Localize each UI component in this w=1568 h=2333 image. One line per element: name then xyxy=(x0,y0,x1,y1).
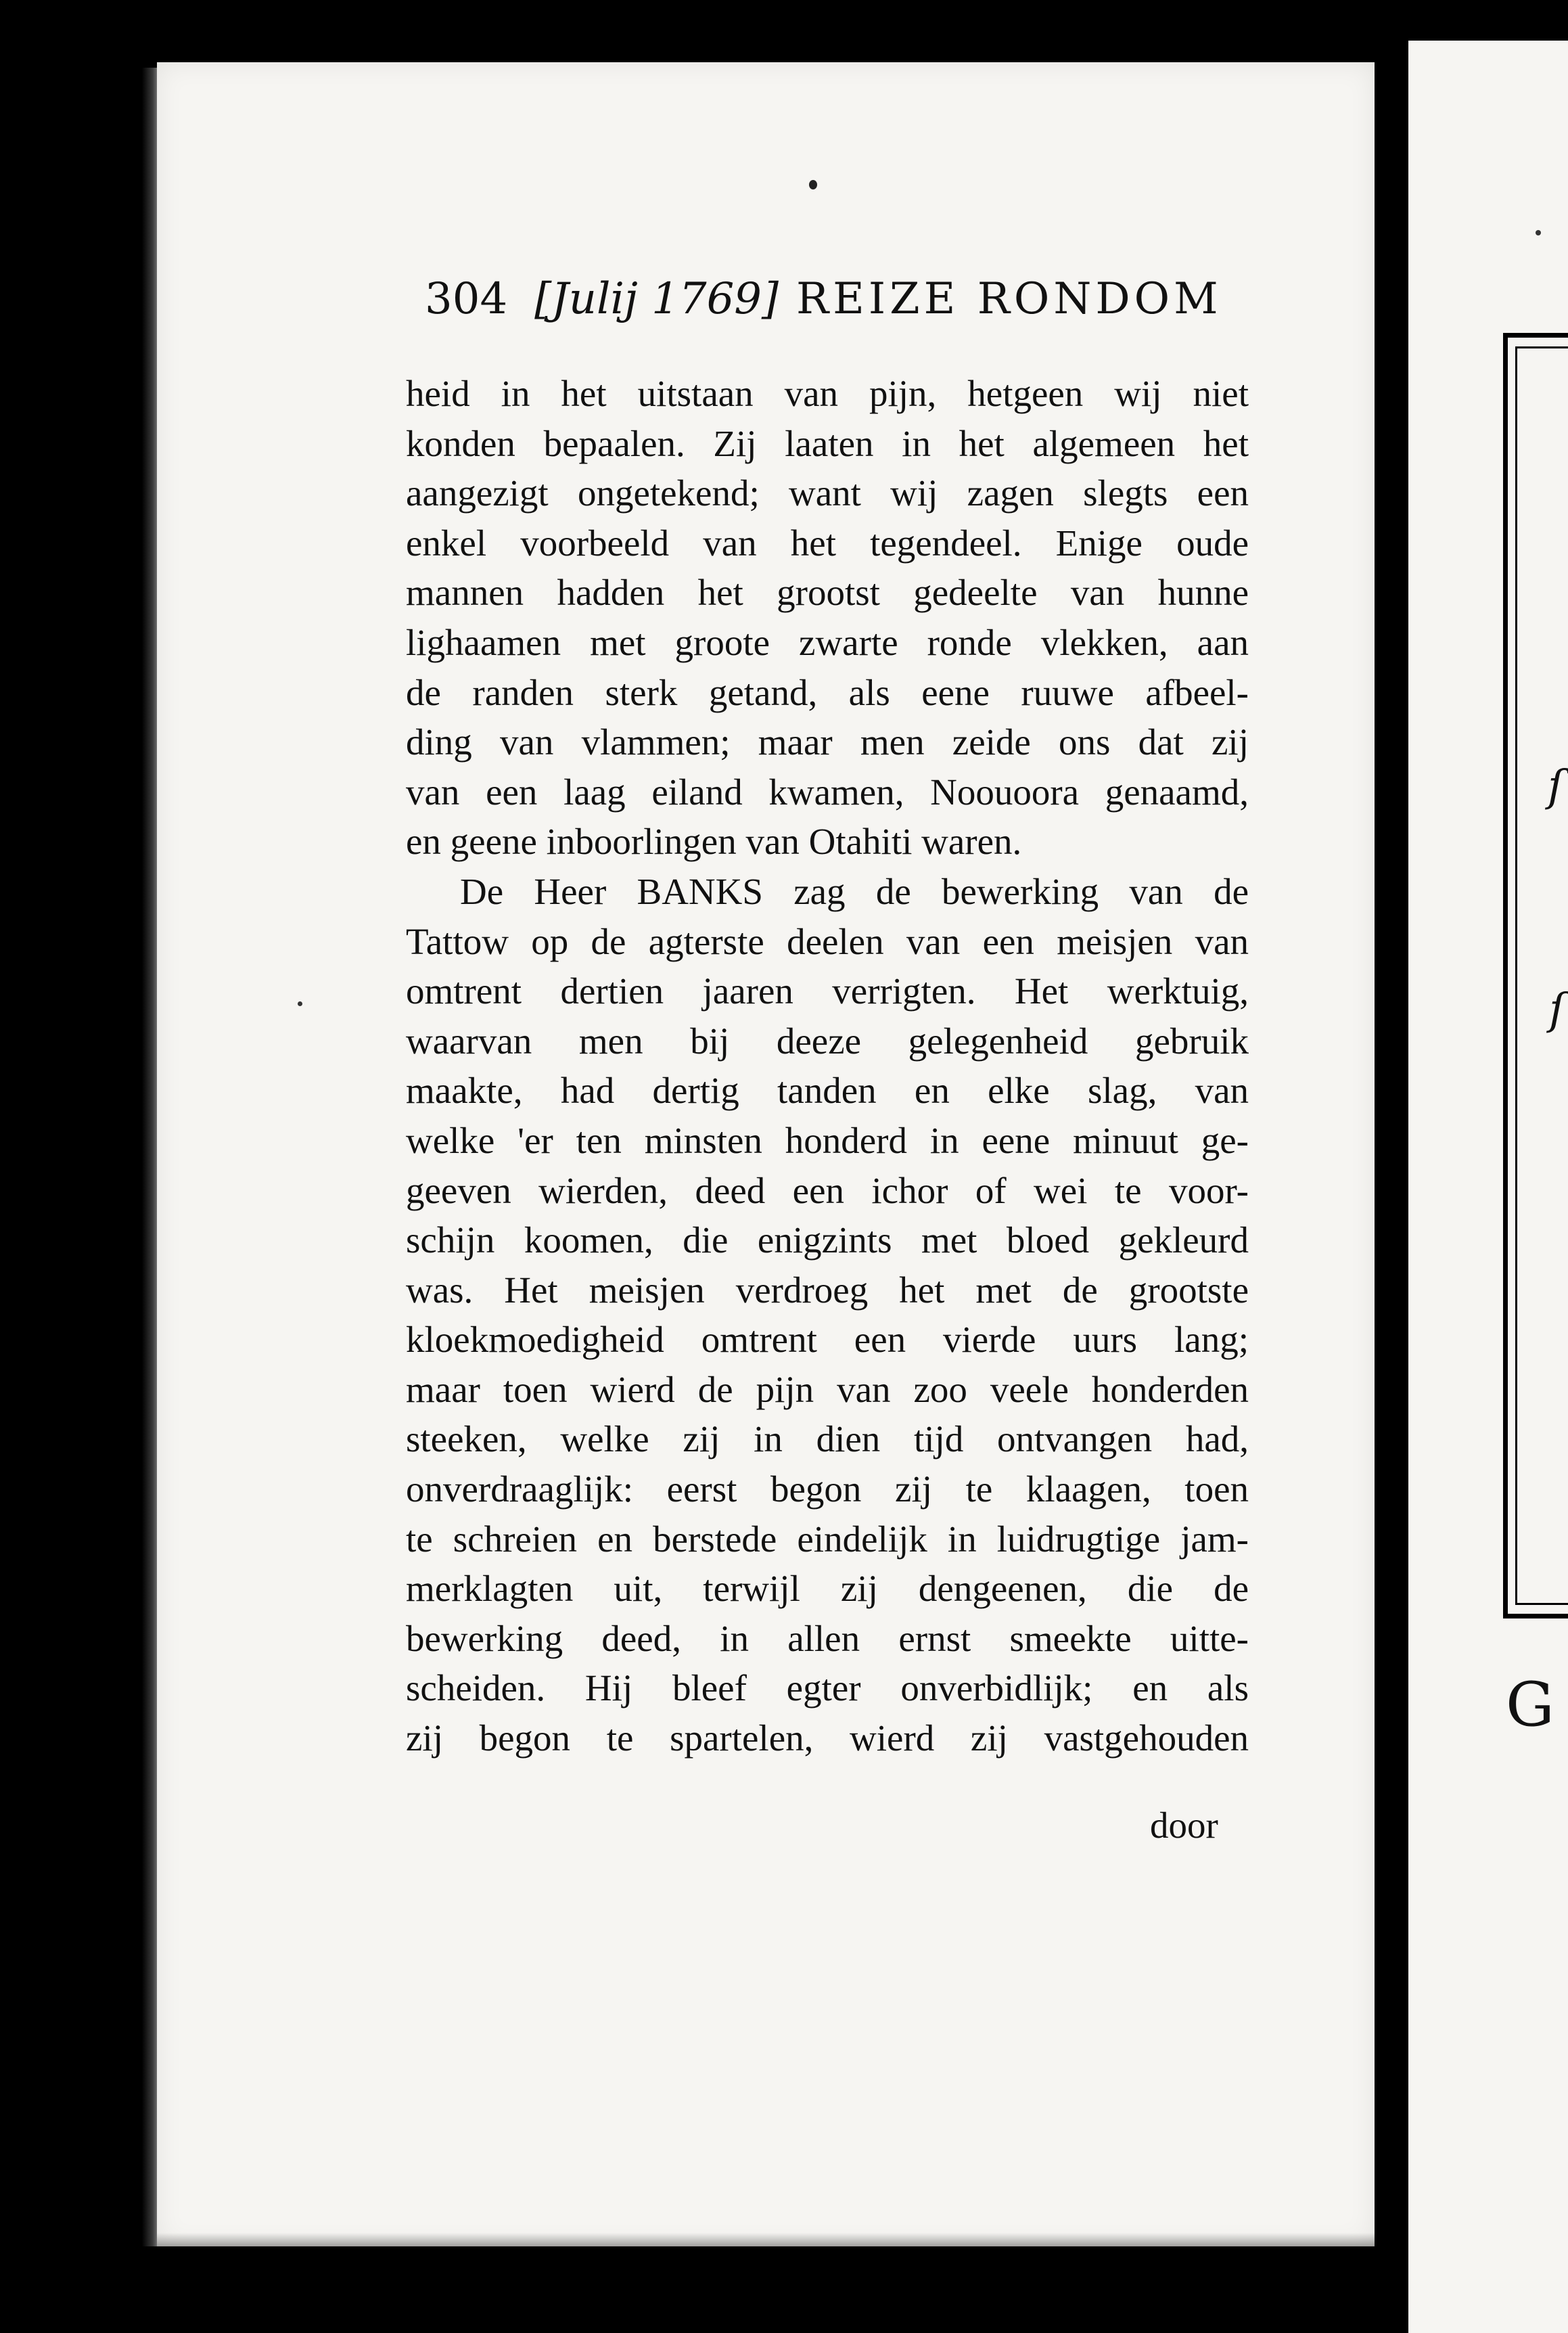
text-line: bewerking deed, in allen ernst smeekte uitte- xyxy=(406,1617,1249,1659)
text-line: mannen hadden het grootst gedeelte van hunne xyxy=(406,572,1249,614)
text-line: waarvan men bij deeze gelegenheid gebruik xyxy=(406,1020,1249,1062)
running-title: REIZE RONDOM xyxy=(795,274,1222,324)
text-line: merklagten uit, terwijl zij dengeenen, die de xyxy=(406,1568,1249,1610)
text-line: De Heer BANKS zag de bewerking van de xyxy=(460,870,1249,912)
text-line: te schreien en berstede eindelijk in luidrugtige jam- xyxy=(406,1518,1249,1560)
printer-ornament xyxy=(809,180,817,189)
body-text xyxy=(406,369,1249,1763)
text-line: omtrent dertien jaaren verrigten. Het werktuig, xyxy=(406,970,1249,1012)
text-line: schijn koomen, die enigzints met bloed gekleurd xyxy=(406,1219,1249,1261)
text-line: geeven wierden, deed een ichor of wei te voor- xyxy=(406,1169,1249,1211)
ink-speck xyxy=(1536,230,1541,235)
text-line: lighaamen met groote zwarte ronde vlekken, aan xyxy=(406,621,1249,663)
text-line: van een laag eiland kwamen, Noouoora genaamd, xyxy=(406,771,1249,813)
ink-speck xyxy=(298,1001,302,1006)
text-line: welke 'er ten minsten honderd in eene minuut ge- xyxy=(406,1119,1249,1161)
header-date: [Julij 1769] xyxy=(534,274,779,324)
text-line: kloekmoedigheid omtrent een vierde uurs lang; xyxy=(406,1319,1249,1361)
facing-page-inner-frame xyxy=(1515,346,1568,1605)
text-line: steeken, welke zij in dien tijd ontvangen had, xyxy=(406,1418,1249,1460)
text-line: aangezigt ongetekend; want wij zagen slegts een xyxy=(406,472,1249,514)
text-line: Tattow op de agterste deelen van een meisjen van xyxy=(406,920,1249,962)
text-line: heid in het uitstaan van pijn, hetgeen wij niet xyxy=(406,373,1249,414)
text-line: maakte, had dertig tanden en elke slag, van xyxy=(406,1070,1249,1112)
text-line: scheiden. Hij bleef egter onverbidlijk; en als xyxy=(406,1667,1249,1709)
page-bottom-edge xyxy=(157,2233,1375,2248)
facing-page-script-mark: ſ xyxy=(1549,984,1565,1035)
text-line: konden bepaalen. Zij laaten in het algemeen het xyxy=(406,422,1249,464)
text-line: enkel voorbeeld van het tegendeel. Enige oude xyxy=(406,522,1249,564)
page-number: 304 xyxy=(425,274,508,324)
text-line: was. Het meisjen verdroeg het met de grootste xyxy=(406,1269,1249,1311)
text-line: ding van vlammen; maar men zeide ons dat zij xyxy=(406,721,1249,763)
text-line: maar toen wierd de pijn van zoo veele honderden xyxy=(406,1368,1249,1410)
text-line: onverdraaglijk: eerst begon zij te klaagen, toen xyxy=(406,1468,1249,1510)
running-header xyxy=(425,274,1237,324)
text-line: zij begon te spartelen, wierd zij vastgehouden xyxy=(406,1717,1249,1759)
catchword: door xyxy=(1150,1805,1218,1846)
facing-page-word-fragment: G xyxy=(1506,1669,1554,1740)
facing-page-script-mark: ſ xyxy=(1548,761,1564,811)
text-line: en geene inboorlingen van Otahiti waren. xyxy=(406,821,1022,863)
text-line: de randen sterk getand, als eene ruuwe afbeel- xyxy=(406,671,1249,713)
